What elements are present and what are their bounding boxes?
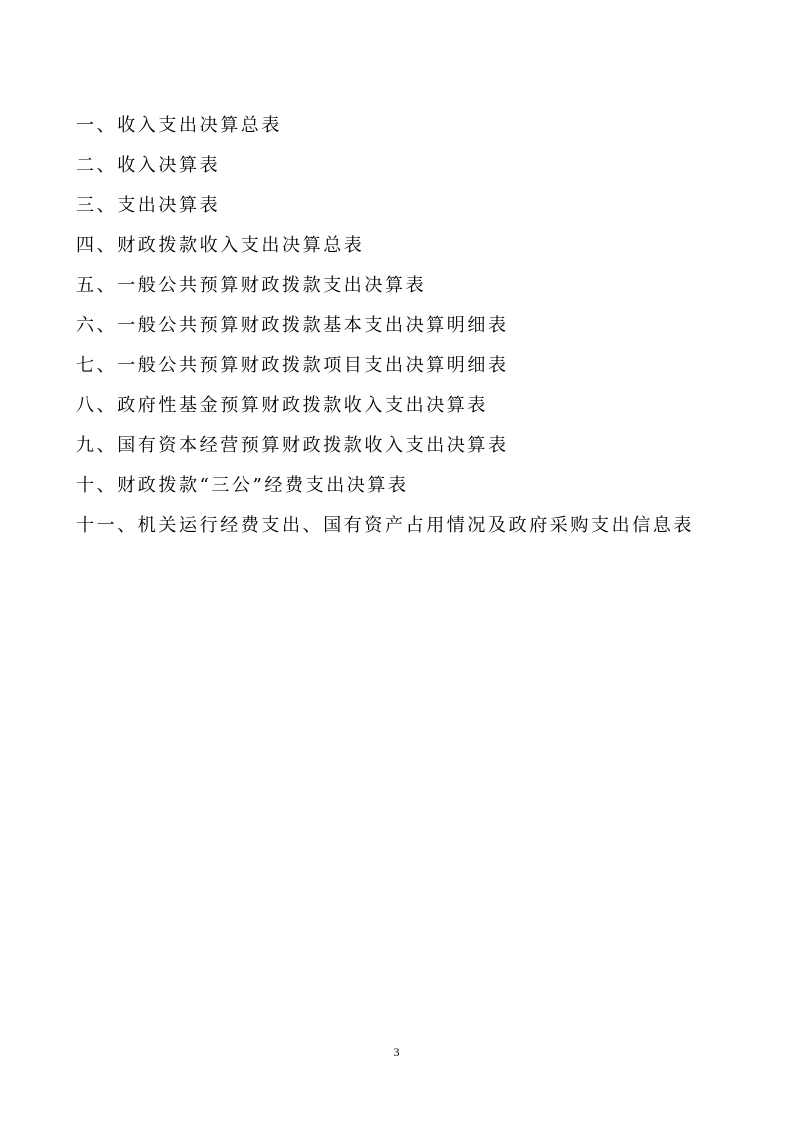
list-item: 七、一般公共预算财政拨款项目支出决算明细表 (76, 355, 509, 376)
page-number: 3 (393, 1045, 400, 1059)
list-item: 八、政府性基金预算财政拨款收入支出决算表 (76, 395, 488, 416)
table-list (76, 106, 694, 546)
list-item: 三、支出决算表 (76, 195, 221, 216)
list-item: 六、一般公共预算财政拨款基本支出决算明细表 (76, 315, 509, 336)
list-item: 四、财政拨款收入支出决算总表 (76, 235, 365, 256)
list-item: 十一、机关运行经费支出、国有资产占用情况及政府采购支出信息表 (76, 515, 694, 536)
list-item: 一、收入支出决算总表 (76, 115, 282, 136)
list-item: 二、收入决算表 (76, 155, 221, 176)
list-item: 十、财政拨款“三公”经费支出决算表 (76, 475, 409, 496)
list-item: 五、一般公共预算财政拨款支出决算表 (76, 275, 427, 296)
list-item: 九、国有资本经营预算财政拨款收入支出决算表 (76, 435, 509, 456)
